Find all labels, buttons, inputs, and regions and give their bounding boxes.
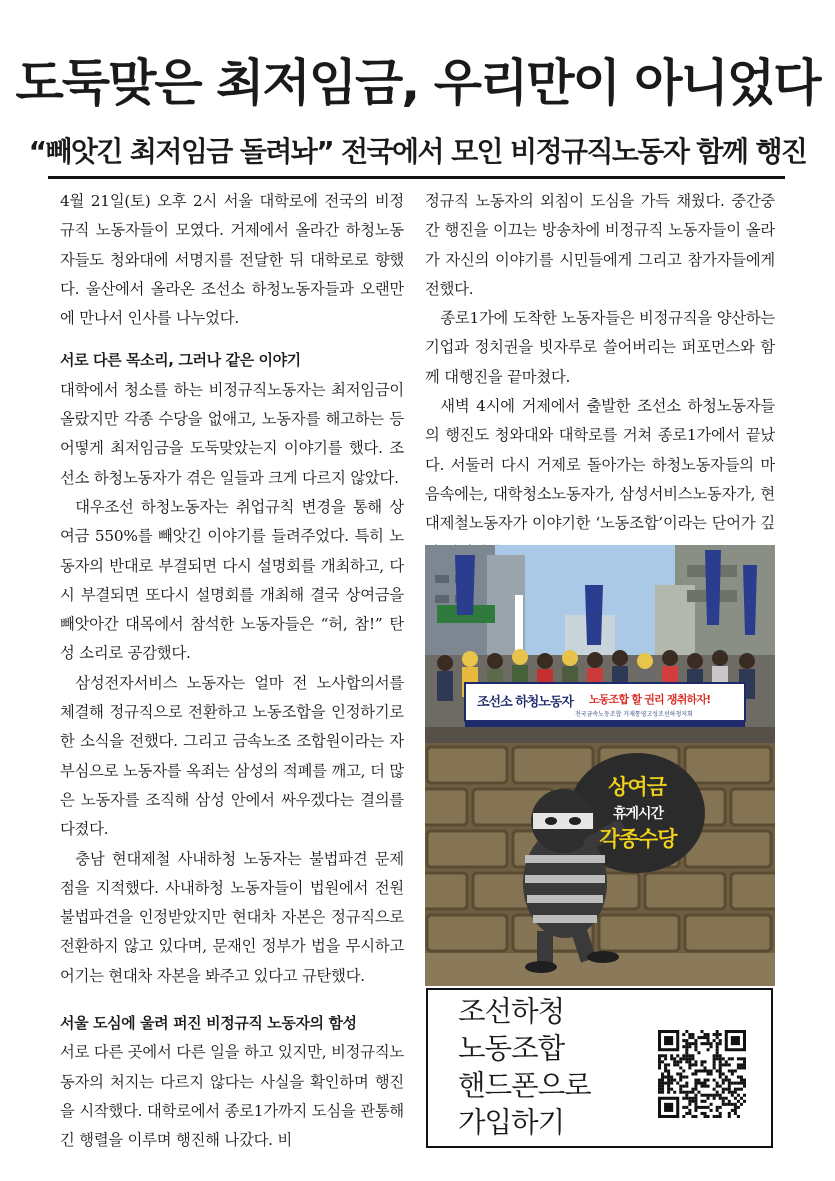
- bag-label-bonus: 상여금: [608, 775, 666, 799]
- banner-text-left: 조선소 하청노동자: [477, 695, 573, 710]
- join-line: 조선하청: [458, 995, 565, 1028]
- rally-photo: [425, 545, 775, 743]
- headline: 도둑맞은 최저임금, 우리만이 아니었다: [15, 54, 820, 112]
- paragraph: 대우조선 하청노동자는 취업규칙 변경을 통해 상여금 550%를 빼앗긴 이야기를 들려주었다. 특히 노동자의 반대로 부결되면 다시 설명회를 개최하고, 다시 부결되면 또다시 설명회를 개최해 결국 상여금을 빼앗아간 대목에서 참석한 노동자들은 “허, 참!” 탄성 소리로 공감했다.: [60, 497, 404, 663]
- paragraph: 새벽 4시에 거제에서 출발한 조선소 하청노동자들의 행진도 청와대와 대학로를 거쳐 종로1가에서 끝났다. 서둘러 다시 거제로 돌아가는 하청노동자들의 마음속에는, 대학청소노동자가, 삼성서비스노동자가, 현대제철노동자가 이야기한 ‘노동조합’이라는 단어가 깊: [425, 397, 775, 533]
- paragraph: 삼성전자서비스 노동자는 얼마 전 노사합의서를 체결해 정규직으로 전환하고 노동조합을 인정하기로 한 소식을 전했다. 그리고 금속노조 조합원이라는 자부심으로 노동자를 옥죄는 삼성의 적폐를 깨고, 더 많은 노동자를 조직해 삼성 안에서 싸우겠다는 결의를 다졌다.: [60, 673, 404, 839]
- paragraph: 서로 다른 곳에서 다른 일을 하고 있지만, 비정규직노동자의 처지는 다르지 않다는 사실을 확인하며 행진을 시작했다. 대학로에서 종로1가까지 도심을 관통해 긴 행렬을 이루며 행진해 나갔다. 비: [60, 1043, 404, 1150]
- banner-text-right: 노동조합 할 권리 쟁취하자!: [589, 693, 711, 706]
- join-line: 가입하기: [458, 1106, 565, 1139]
- qr-code[interactable]: [658, 1030, 746, 1118]
- intro-paragraph: 4월 21일(토) 오후 2시 서울 대학로에 전국의 비정규직 노동자들이 모였다. 거제에서 올라간 하청노동자들도 청와대에 서명지를 전달한 뒤 대학로로 향했다. 울산에서 올라온 조선소 하청노동자들과 오랜만에 만나서 인사를 나누었다.: [60, 192, 404, 328]
- paragraph: 종로1가에 도착한 노동자들은 비정규직을 양산하는 기업과 정치권을 빗자루로 쓸어버리는 퍼포먼스와 함께 대행진을 끝마쳤다.: [425, 309, 775, 386]
- paragraph: 정규직 노동자의 외침이 도심을 가득 채웠다. 중간중간 행진을 이끄는 방송차에 비정규직 노동자들이 올라가 자신의 이야기를 시민들에게 그리고 참가자들에게 전했다.: [425, 192, 775, 298]
- left-column: [60, 187, 404, 1156]
- right-column: [425, 187, 775, 568]
- bag-label-break-time: 휴게시간: [612, 806, 664, 822]
- subheadline: “빼앗긴 최저임금 돌려놔” 전국에서 모인 비정규직노동자 함께 행진: [28, 135, 807, 168]
- join-line: 노동조합: [458, 1032, 565, 1065]
- banner-org-text: 전국금속노동조합 거제통영고성조선하청지회: [575, 711, 693, 718]
- union-join-box: [426, 988, 773, 1148]
- bag-label-allowances: 각종수당: [599, 827, 677, 851]
- section-heading-1: 서로 다른 목소리, 그러나 같은 이야기: [60, 351, 301, 370]
- join-instructions: [458, 993, 591, 1141]
- paragraph: 대학에서 청소를 하는 비정규직노동자는 최저임금이 올랐지만 각종 수당을 없애고, 노동자를 해고하는 등 어떻게 최저임금을 도둑맞았는지 이야기를 했다. 조선소 하청노동자가 겪은 일들과 크게 다르지 않았다.: [60, 380, 404, 487]
- thief-cartoon: [425, 743, 775, 986]
- join-line: 핸드폰으로: [458, 1069, 591, 1102]
- title-divider: [48, 176, 785, 179]
- section-heading-2: 서울 도심에 울려 퍼진 비정규직 노동자의 함성: [60, 1014, 357, 1033]
- paragraph: 충남 현대제철 사내하청 노동자는 불법파견 문제점을 지적했다. 사내하청 노동자들이 법원에서 전원 불법파견을 인정받았지만 현대차 자본은 정규직으로 전환하지 않고 있다며, 문재인 정부가 법을 무시하고 어기는 현대차 자본을 봐주고 있다고 규탄했다.: [60, 849, 404, 985]
